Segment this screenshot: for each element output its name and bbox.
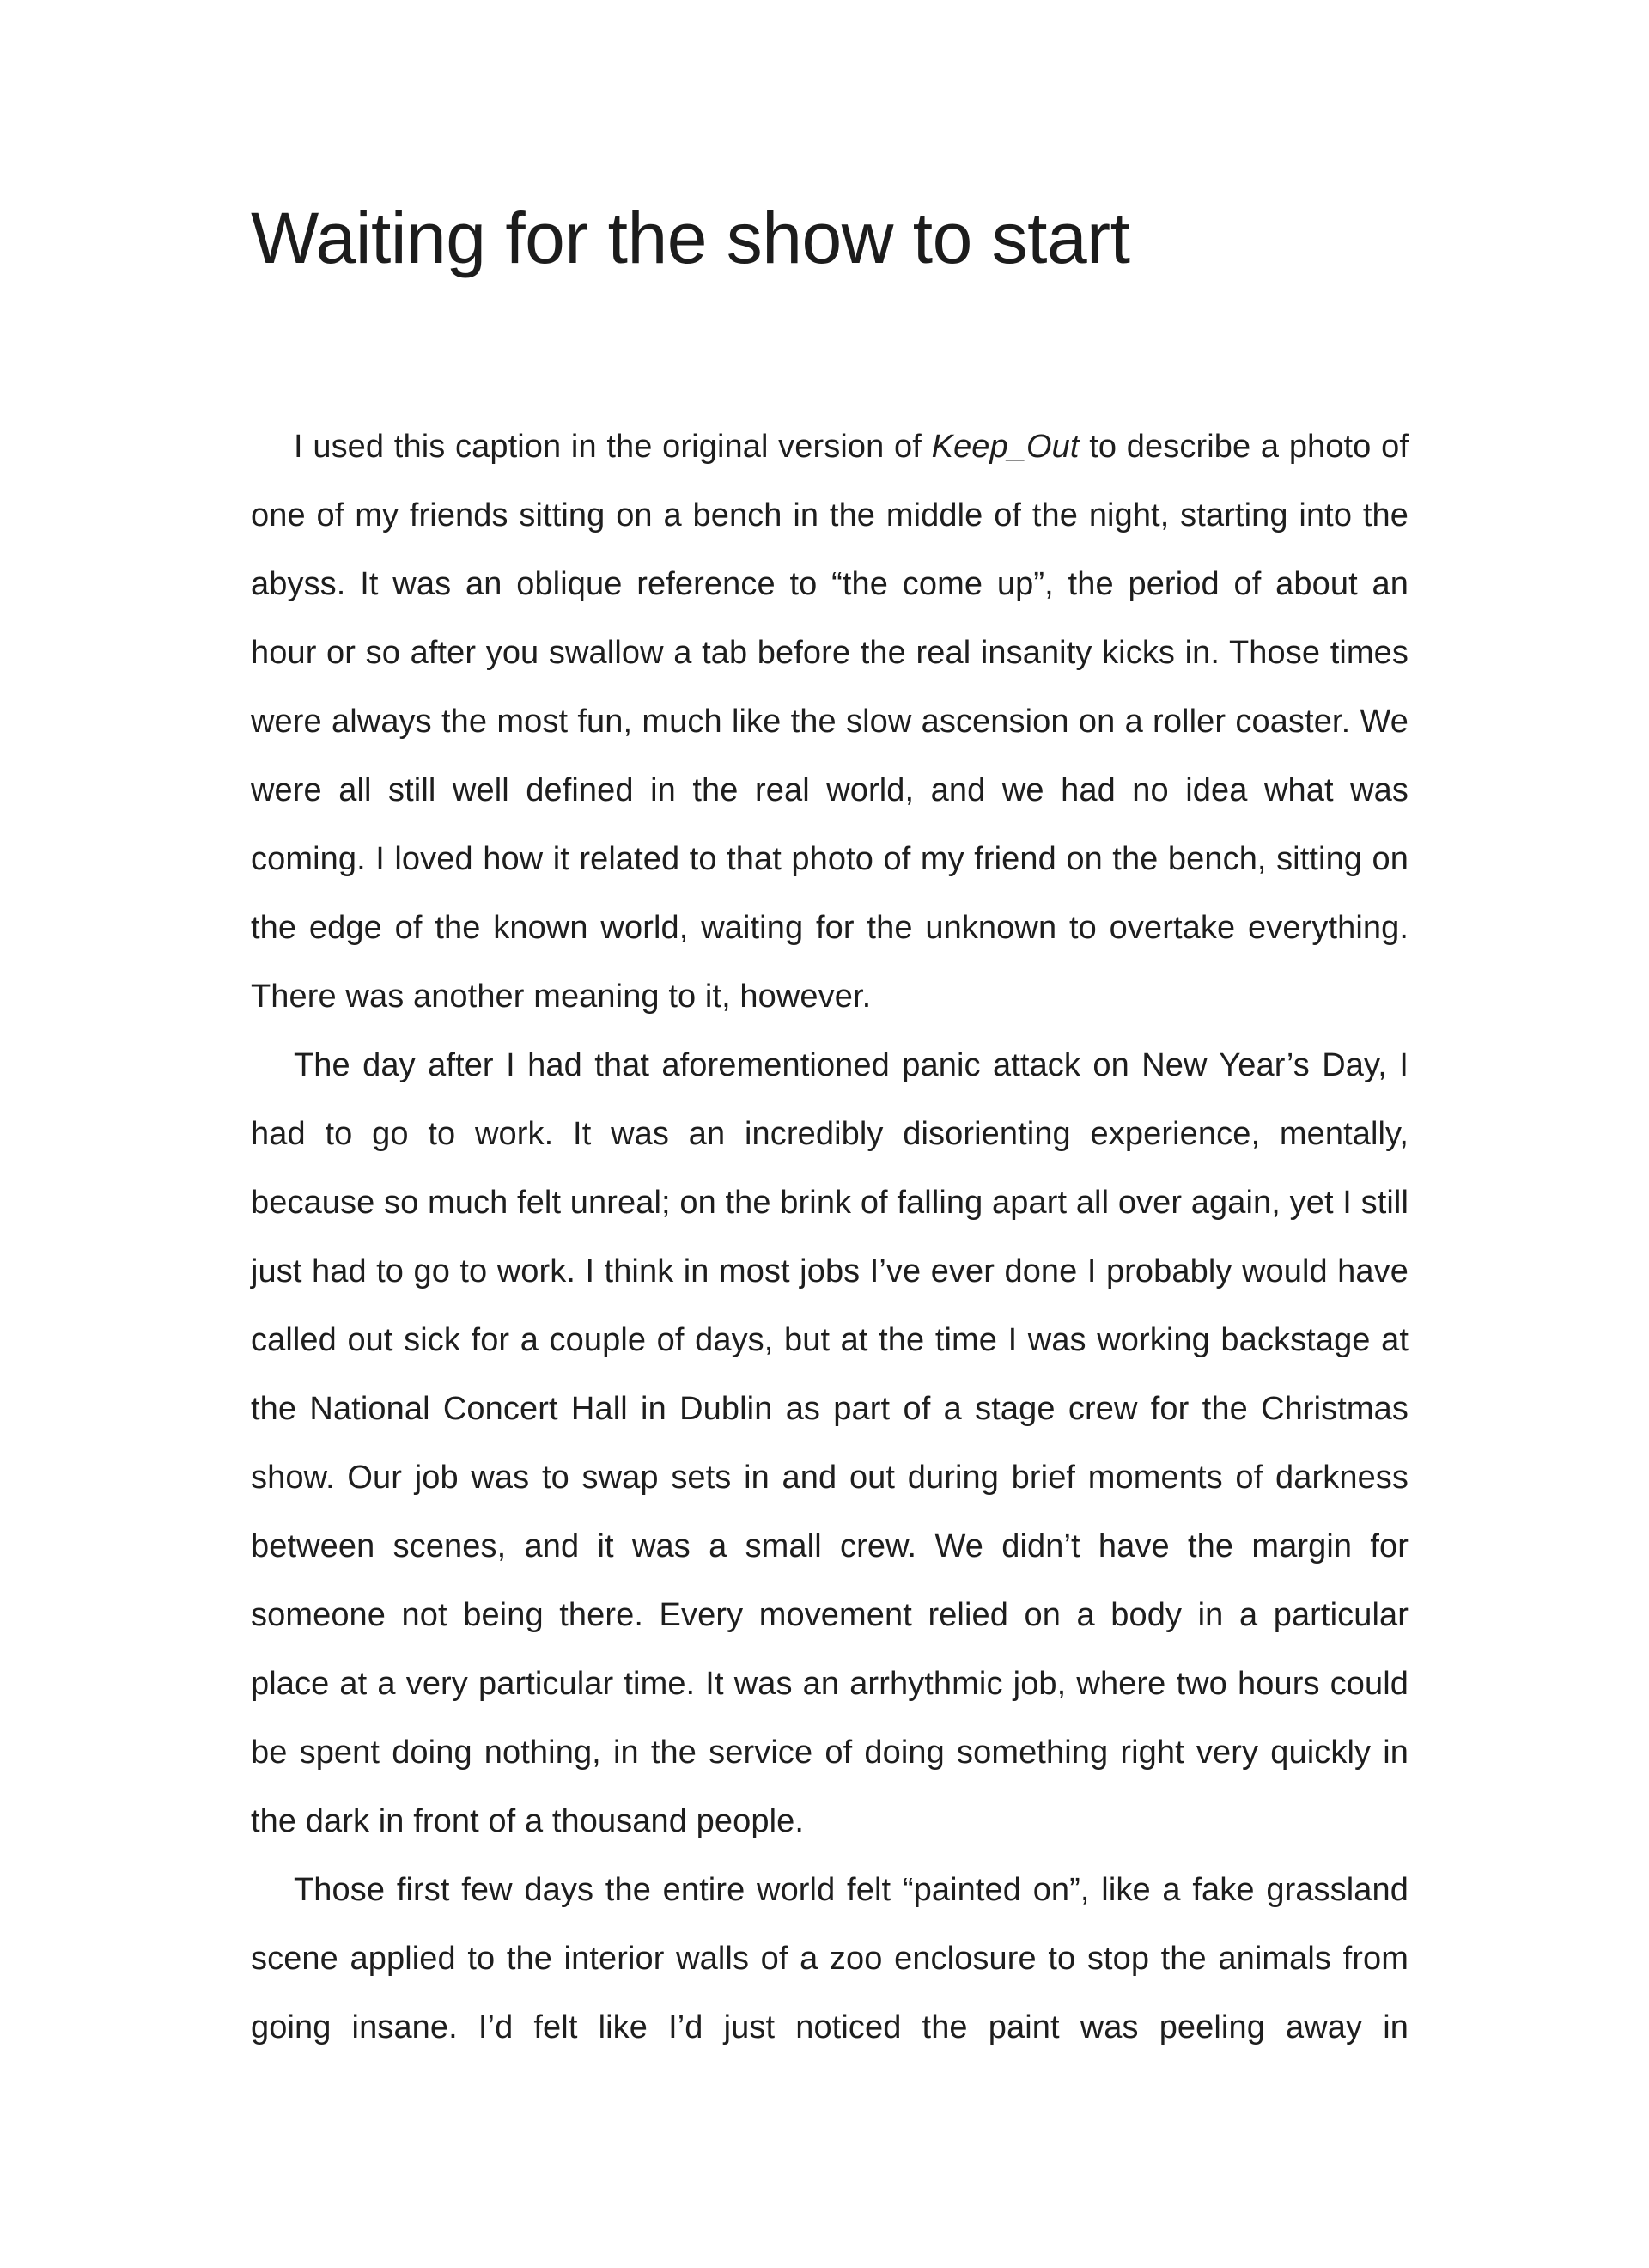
paragraph-2: The day after I had that aforementioned panic attack on New Year’s Day, I had to go to work. It was an incredibly disorienting experience, mentally, because so much felt unreal; on the brink of falling apart all over again, yet I still just had to go to work. I think in most jobs I’ve ever done I probably would have called out sick for a couple of days, but at the time I was working backstage at the National Concert Hall in Dublin as part of a stage crew for the Christmas show. Our job was to swap sets in and out during brief moments of darkness between scenes, and it was a small crew. We didn’t have the margin for someone not being there. Every movement relied on a body in a particular place at a very particular time. It was an arrhythmic job, where two hours could be spent doing nothing, in the service of doing something right very quickly in the dark in front of a thousand people. (251, 1047, 1409, 1839)
paragraph-1-lead: I used this caption in the original version of (294, 429, 932, 465)
chapter-title: Waiting for the show to start (251, 198, 1130, 278)
paragraph-1-rest: to describe a photo of one of my friends sitting on a bench in the middle of the night, starting into the abyss. It was an oblique reference to “the come up”, the period of about an hour or so after you swallow a tab before the real insanity kicks in. Those times were always the most fun, much like the slow ascension on a roller coaster. We were all still well defined in the real world, and we had no idea what was coming. I loved how it related to that photo of my friend on the bench, sitting on the edge of the known world, waiting for the unknown to overtake everything. There was another meaning to it, however. (251, 429, 1409, 1015)
paragraph-3: Those first few days the entire world felt “painted on”, like a fake grassland scene applied to the interior walls of a zoo enclosure to stop the animals from going insane. I’d felt like I’d just noticed the paint was peeling away in (251, 1872, 1409, 2045)
paragraph-1 (251, 412, 1409, 1031)
body-text (251, 412, 1409, 2062)
book-title-emphasis: Keep_Out (931, 429, 1080, 465)
